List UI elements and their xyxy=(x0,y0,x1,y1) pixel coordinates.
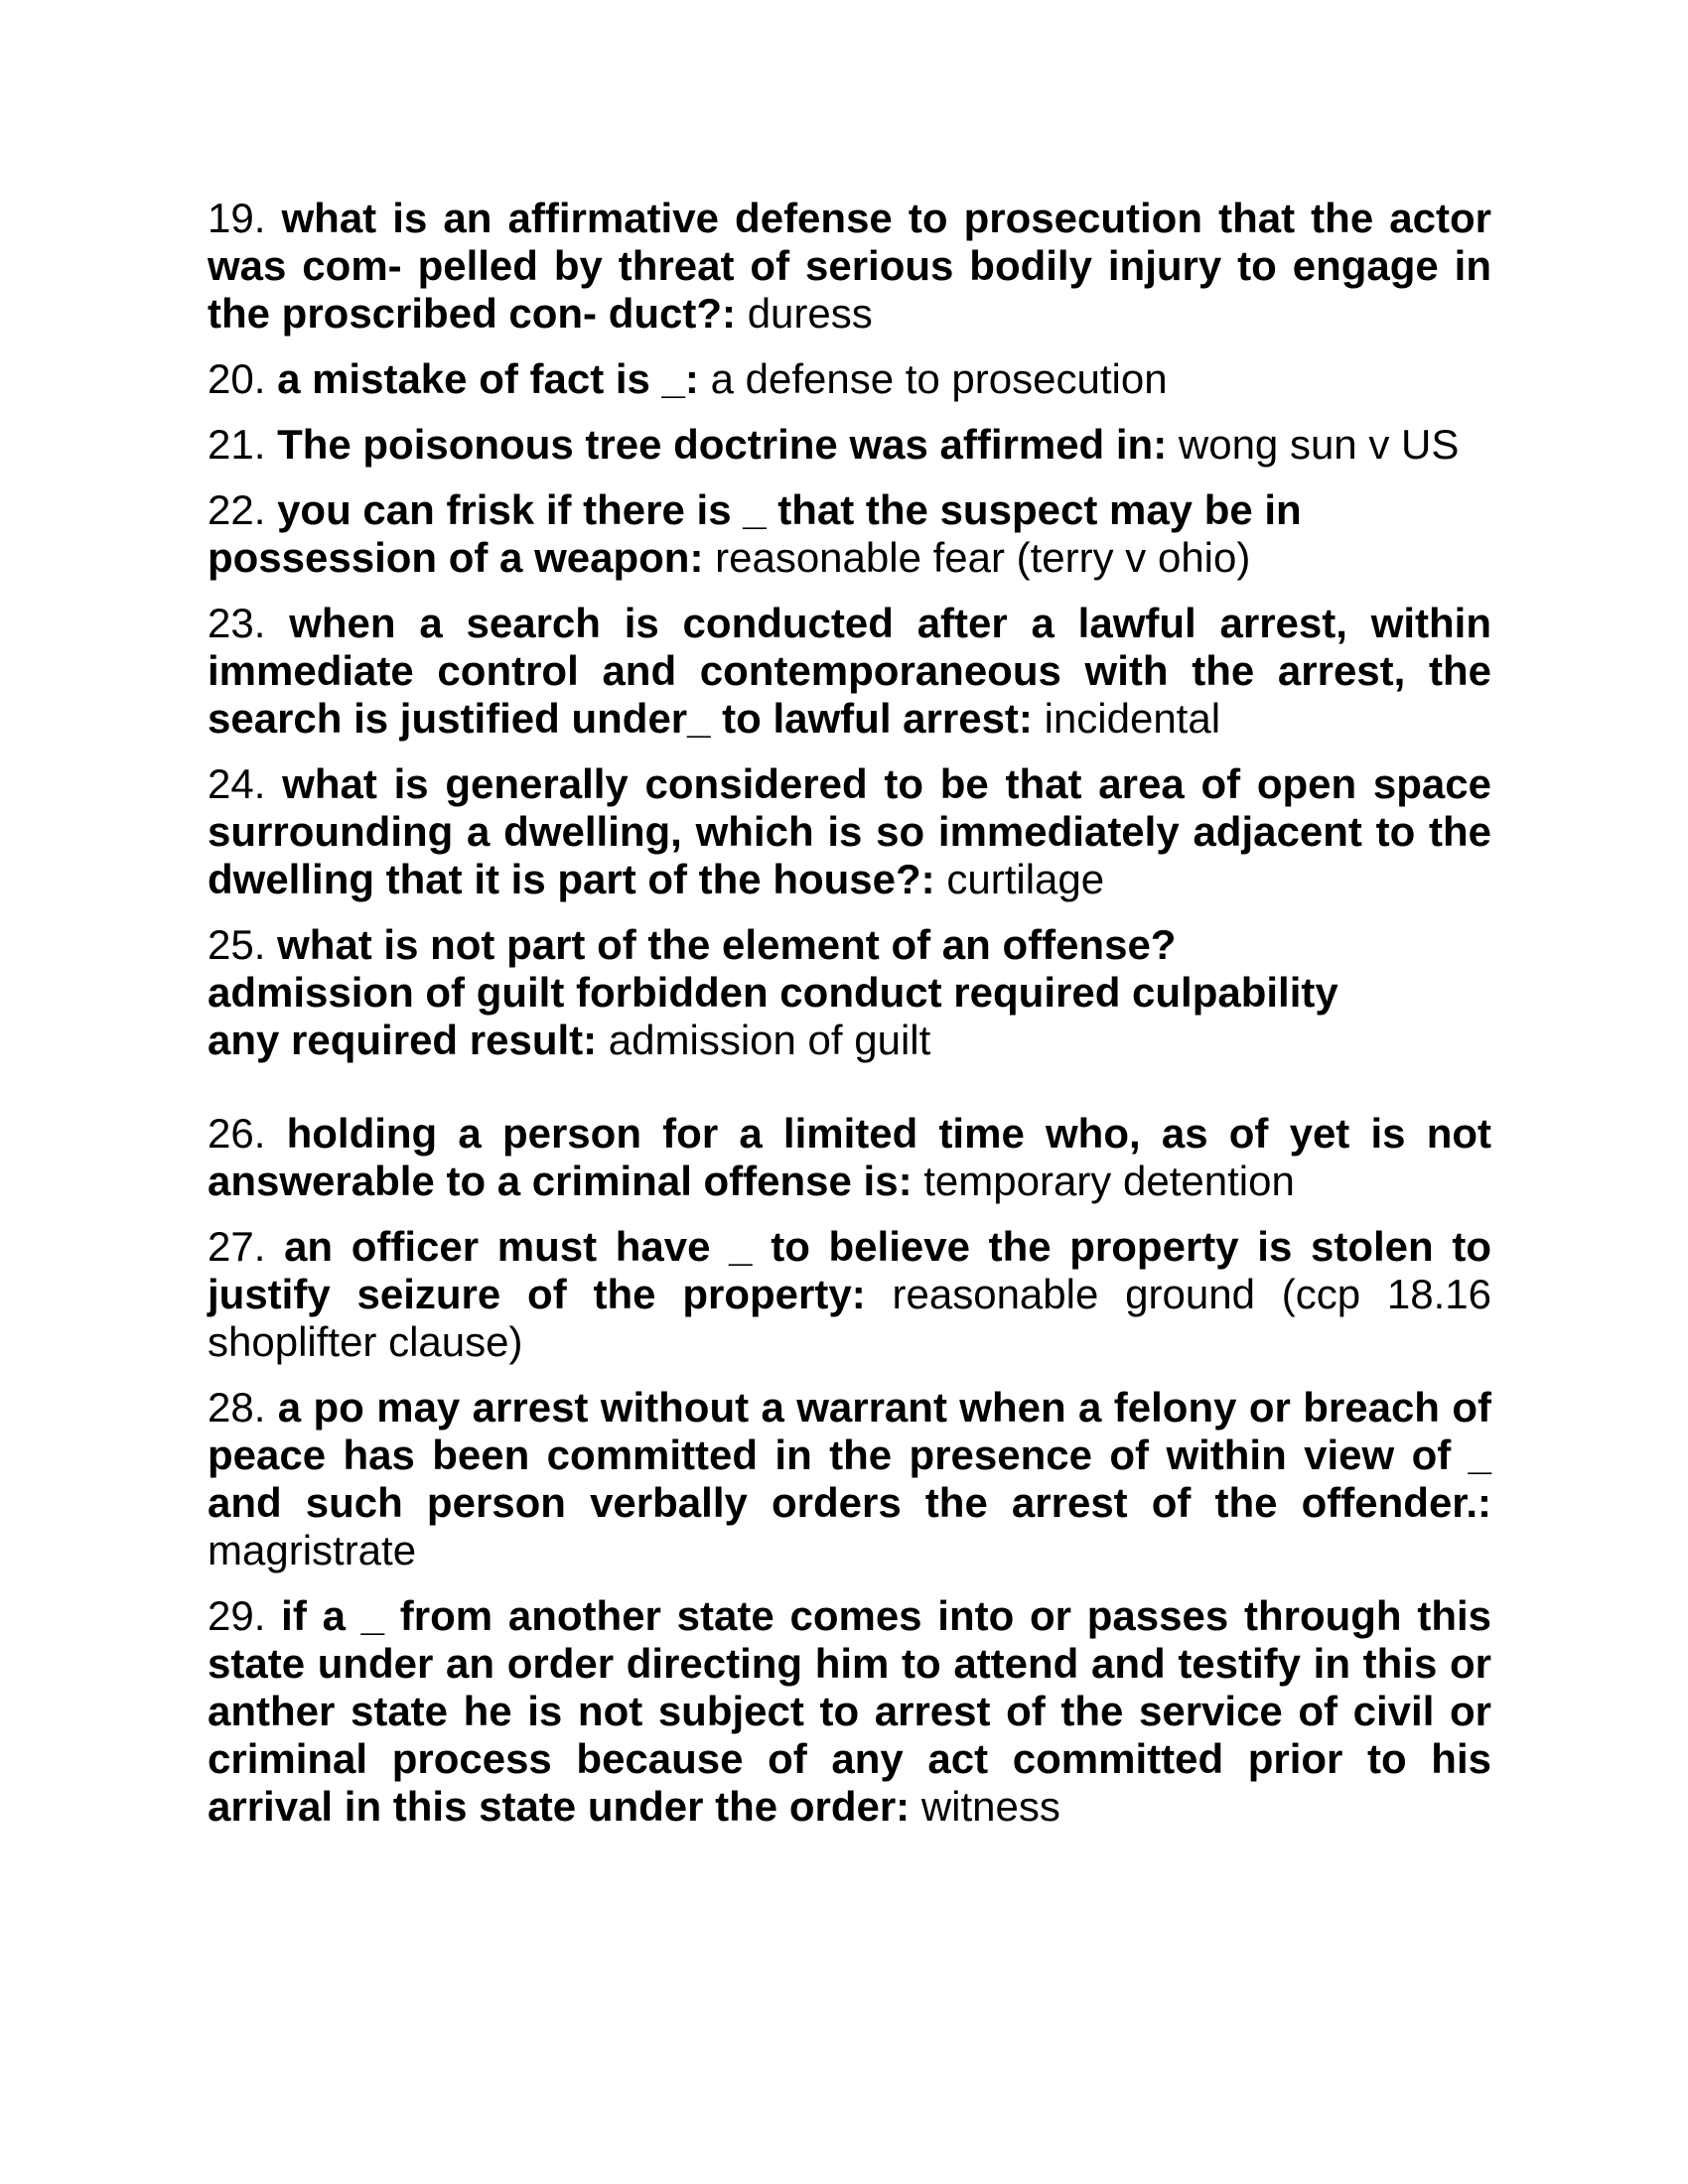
qa-item-27 xyxy=(208,1223,1491,1366)
qa-item-22 xyxy=(208,486,1491,582)
item-number: 21. xyxy=(208,421,266,468)
question-text: what is generally considered to be that area of open space surrounding a dwelling, which is so immediately adjacent to the dwelling that it is part of the house?: xyxy=(208,760,1492,902)
question-text-line-3: any required result: xyxy=(208,1017,598,1063)
answer-text: witness xyxy=(920,1783,1060,1830)
answer-text: admission of guilt xyxy=(608,1017,931,1063)
answer-text: magristrate xyxy=(208,1527,417,1573)
question-text-line-2: admission of guilt forbidden conduct required culpability xyxy=(208,969,1338,1016)
item-number: 27. xyxy=(208,1223,266,1270)
item-number: 20. xyxy=(208,355,266,402)
item-number: 24. xyxy=(208,760,266,807)
question-text: if a _ from another state comes into or passes through this state under an order directing him to attend and testify in this or anther state he is not subject to arrest of the service of civil or criminal process because of any act committed prior to his arrival in this state under the order: xyxy=(208,1592,1492,1830)
answer-text: temporary detention xyxy=(923,1158,1295,1204)
answer-text: a defense to prosecution xyxy=(710,355,1168,402)
item-number: 19. xyxy=(208,195,266,241)
qa-item-21 xyxy=(208,421,1491,469)
question-text-line-1: what is not part of the element of an offense? xyxy=(277,921,1177,968)
question-text: The poisonous tree doctrine was affirmed in: xyxy=(277,421,1168,468)
question-text: holding a person for a limited time who, as of yet is not answerable to a criminal offense is: xyxy=(208,1110,1491,1204)
question-text-line-2: possession of a weapon: xyxy=(208,534,704,581)
question-text: an officer must have _ to believe the property is stolen to justify seizure of the property: xyxy=(208,1223,1491,1317)
question-text: what is an affirmative defense to prosecution that the actor was com- pelled by threat of serious bodily injury to engage in the proscribed con- duct?: xyxy=(208,195,1491,337)
item-number: 23. xyxy=(208,600,266,646)
qa-item-26 xyxy=(208,1110,1491,1205)
question-text: when a search is conducted after a lawful arrest, within immediate control and contemporaneous with the arrest, the search is justified under_ to lawful arrest: xyxy=(208,600,1492,742)
item-number: 28. xyxy=(208,1384,266,1431)
qa-item-25 xyxy=(208,921,1491,1064)
qa-item-28 xyxy=(208,1384,1491,1574)
qa-item-19 xyxy=(208,195,1491,338)
qa-item-24 xyxy=(208,760,1491,903)
answer-text: curtilage xyxy=(946,856,1105,902)
question-text-line-1: you can frisk if there is _ that the suspect may be in xyxy=(277,486,1302,533)
answer-text: reasonable ground (ccp 18.16 shoplifter clause) xyxy=(208,1271,1492,1365)
answer-text: wong sun v US xyxy=(1178,421,1460,468)
question-text: a mistake of fact is _: xyxy=(277,355,699,402)
question-text: a po may arrest without a warrant when a felony or breach of peace has been committed in the presence of within view of _ and such person verbally orders the arrest of the offender.: xyxy=(208,1384,1491,1526)
item-number: 25. xyxy=(208,921,266,968)
answer-text: duress xyxy=(747,290,873,337)
qa-item-29 xyxy=(208,1592,1491,1831)
answer-text: incidental xyxy=(1044,695,1221,742)
answer-text: reasonable fear (terry v ohio) xyxy=(715,534,1251,581)
qa-item-20 xyxy=(208,355,1491,403)
item-number: 29. xyxy=(208,1592,266,1639)
item-number: 22. xyxy=(208,486,266,533)
qa-item-23 xyxy=(208,600,1491,743)
item-number: 26. xyxy=(208,1110,266,1157)
